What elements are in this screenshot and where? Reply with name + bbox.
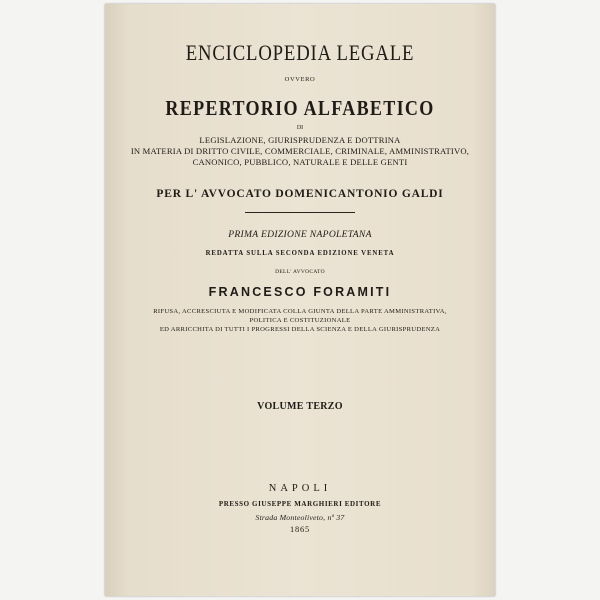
subtitle: REPERTORIO ALFABETICO bbox=[165, 96, 435, 120]
imprint-publisher: PRESSO GIUSEPPE MARGHIERI EDITORE bbox=[218, 500, 382, 508]
imprint-city: NAPOLI bbox=[268, 483, 332, 494]
di-connector: DI bbox=[296, 125, 304, 131]
book-title-page bbox=[105, 4, 495, 596]
main-title: ENCICLOPEDIA LEGALE bbox=[185, 40, 415, 65]
revision-note-line: POLITICA E COSTITUZIONALE bbox=[249, 317, 351, 325]
revision-note-line: ED ARRICCHITA DI TUTTI I PROGRESSI DELLA SCIENZA E DELLA GIURISPRUDENZA bbox=[159, 326, 441, 334]
divider-rule bbox=[245, 212, 355, 213]
subject-description-line: LEGISLAZIONE, GIURISPRUDENZA E DOTTRINA bbox=[199, 135, 401, 145]
editor-prefix: DELL' AVVOCATO bbox=[275, 269, 325, 275]
author-line: PER L' AVVOCATO DOMENICANTONIO GALDI bbox=[156, 188, 444, 200]
revision-note-line: RIFUSA, ACCRESCIUTA E MODIFICATA COLLA GIUNTA DELLA PARTE AMMINISTRATIVA, bbox=[153, 308, 447, 315]
volume-label: VOLUME TERZO bbox=[257, 401, 343, 412]
edition-line: PRIMA EDIZIONE NAPOLETANA bbox=[228, 229, 372, 240]
ovvero-connector: OVVERO bbox=[284, 76, 316, 83]
subject-description-line: IN MATERIA DI DRITTO CIVILE, COMMERCIALE, CRIMINALE, AMMINISTRATIVO, bbox=[130, 146, 470, 156]
subject-description-line: CANONICO, PUBBLICO, NATURALE E DELLE GENTI bbox=[192, 157, 408, 167]
subject-description bbox=[105, 135, 495, 168]
imprint-year: 1865 bbox=[290, 525, 310, 534]
editor-name: FRANCESCO FORAMITI bbox=[208, 285, 392, 299]
redacted-edition-line: REDATTA SULLA SECONDA EDIZIONE VENETA bbox=[205, 250, 395, 257]
revision-note bbox=[105, 307, 495, 335]
imprint-street: Strada Monteoliveto, nº 37 bbox=[255, 513, 345, 522]
